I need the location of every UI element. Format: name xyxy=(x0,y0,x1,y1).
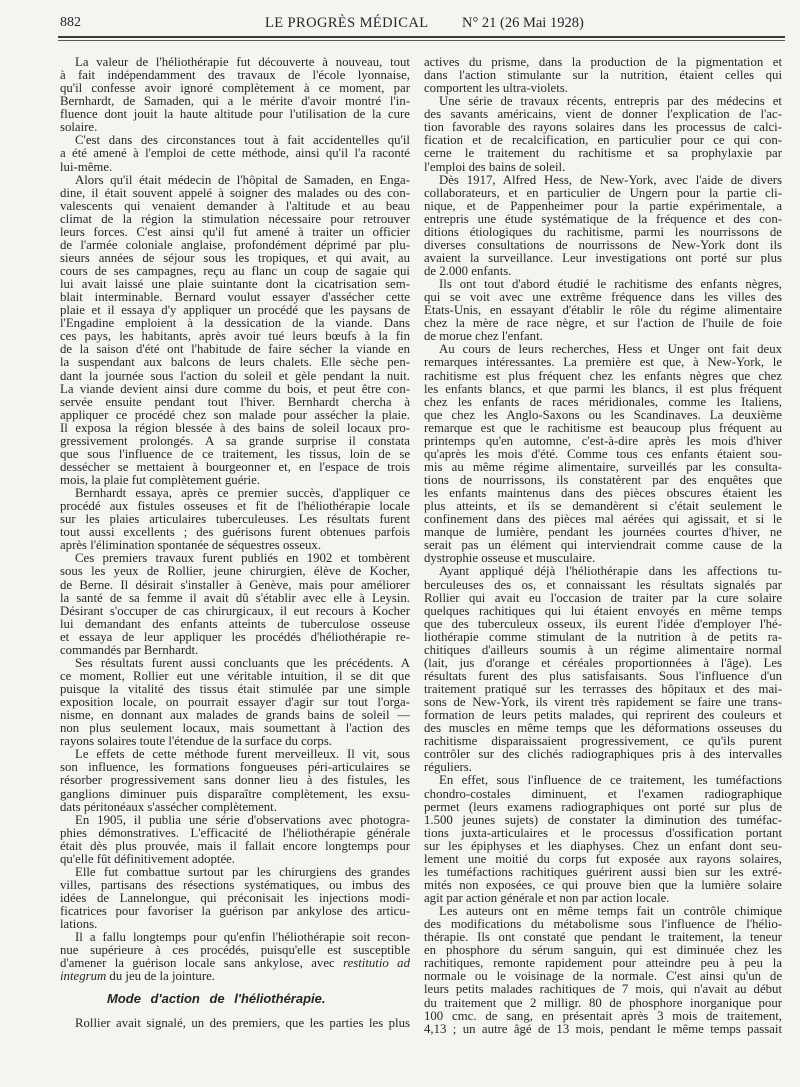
paragraph xyxy=(60,552,410,657)
text-line: comportent les ultra-violets. xyxy=(424,81,568,96)
text-line: que sous l'influence de ce traitement, les tissus, loin de se xyxy=(60,446,410,461)
page-number: 882 xyxy=(60,15,81,30)
text-line: lui avait laissé une plaie suintante dont la cicatrisation sem- xyxy=(60,277,410,292)
text-line: Rollier qui avait eu l'occasion de traiter par la cure solaire xyxy=(424,590,782,605)
text-segment: du jeu de la jointure. xyxy=(106,969,215,984)
text-segment: d'amener la guérison locale sans ankylose, avec xyxy=(60,956,344,971)
text-line: résorber progressivement sans donner lieu à des fistules, les xyxy=(60,773,410,788)
text-line: actives du prisme, dans la production de la pigmentation et xyxy=(424,55,782,69)
text-line: servée ensuite pendant tout l'hiver. Bernhardt chercha à xyxy=(60,394,410,409)
text-line: tions de nourrissons, ils constatèrent par des enquêtes que xyxy=(424,473,782,487)
header-double-rule xyxy=(58,36,785,41)
text-line: à fait indépendamment des travaux de l'école lyonnaise, xyxy=(60,68,410,83)
text-line: des modifications du métabolisme sous l'influence de l'hélio- xyxy=(424,917,782,932)
text-line: tion favorable des rayons solaires dans les processus de calci- xyxy=(424,120,782,135)
right-column xyxy=(424,56,782,1036)
text-line: confinement dans des pièces mal aérées qui agissait, et si le xyxy=(424,512,782,527)
text-line: dant la journée sous l'action du soleil et gèle pendant la nuit. xyxy=(60,368,410,383)
text-line: son influence, les formations fongueuses péri-articulaires se xyxy=(60,760,410,775)
text-line: du traitement que 2 milligr. 80 de phosphore inorganique pour xyxy=(424,995,782,1010)
text-line: les enfants maintenus dans des pièces obscures étaient les xyxy=(424,486,782,501)
text-line: que chez les Anglo-Saxons ou les Scandinaves. La deuxième xyxy=(424,407,782,422)
text-line: traitement pratiqué sur les terrasses des hôpitaux et des mai- xyxy=(424,682,782,696)
text-line: chez les enfants de races méridionales, comme les Italiens, xyxy=(424,394,782,409)
text-line: a été amené à l'emploi de cette méthode, ainsi qu'il l'a raconté xyxy=(60,146,410,161)
text-line: ditions étiologiques du rachitisme, parmi les nourrissons de xyxy=(424,224,782,239)
text-line: sur les plaies articulaires tuberculeuses. Les résultats furent xyxy=(60,512,410,527)
text-line: ce moment, Rollier eut une véritable intuition, il se dit que xyxy=(60,668,410,683)
text-line: manque de lumière, pendant les journées courtes d'hiver, ne xyxy=(424,525,782,540)
text-line: Une série de travaux récents, entrepris par des médecins et xyxy=(439,94,782,109)
text-line: diverses consultations de nourrissons de New-York dont ils xyxy=(424,237,782,252)
text-line: après l'élimination spontanée de séquestres osseux. xyxy=(60,538,322,553)
paragraph xyxy=(60,134,410,173)
text-line: qui se voit avec une extrême fréquence dans les villes des xyxy=(424,290,782,305)
text-line: En effet, sous l'influence de ce traitement, les tuméfactions xyxy=(439,773,782,788)
text-line: l'emploi des bains de soleil. xyxy=(424,159,566,174)
left-column-text-after-heading xyxy=(60,1017,410,1030)
text-line: Les auteurs ont en même temps fait un contrôle chimique xyxy=(439,904,782,919)
text-line: dystrophie osseuse et musculaire. xyxy=(424,551,596,566)
text-line: sur les épiphyses et les diaphyses. Chez un enfant dont seu- xyxy=(424,838,782,853)
text-line: leurs forces. C'est ainsi qu'il fut amené à traiter un officier xyxy=(60,224,410,239)
text-line: fluence dont jouit la haute altitude pour l'utilisation de la cure xyxy=(60,107,410,122)
text-line: que des tuberculeux osseux, ils eurent l'idée d'employer l'hé- xyxy=(424,616,782,631)
text-line: villes, partisans des résections systématiques, ou imbus des xyxy=(60,877,410,892)
text-line: mois, la plaie fut complètement guérie. xyxy=(60,473,261,487)
text-line: ficatrices pour favoriser la guérison par ankylose des articu- xyxy=(60,904,410,919)
text-line: cerne le traitement du rachitisme et sa prophylaxie par xyxy=(424,146,782,161)
text-line: des savants américains, vient de donner l'explication de l'ac- xyxy=(424,107,782,122)
text-line: Elle fut combattue surtout par les chirurgiens des grandes xyxy=(75,864,410,879)
text-line: de morue chez l'enfant. xyxy=(424,329,543,344)
text-line: Bernhardt essaya, après ce premier succès, d'appliquer ce xyxy=(75,486,410,501)
text-line: phies démonstratives. L'efficacité de l'héliothérapie générale xyxy=(60,825,410,840)
text-line: Alors qu'il était médecin de l'hôpital de Samaden, en Enga- xyxy=(75,172,410,187)
left-column xyxy=(60,56,410,1031)
issue-info: N° 21 (26 Mai 1928) xyxy=(462,15,584,31)
text-line: rachitisme disparaissaient progressivement, ce qu'ils purent xyxy=(424,734,782,749)
text-line: était dès plus prouvée, mais il fallait encore longtemps pour xyxy=(60,838,410,853)
text-line: rachitisme est plus fréquent chez les enfants nègres que chez xyxy=(424,368,782,383)
text-line: exposition locale, on pourrait essayer d'agir sur tout l'orga- xyxy=(60,695,410,710)
italic-latin-phrase: restitutio ad xyxy=(343,956,410,971)
paragraph xyxy=(60,931,410,983)
text-line: collaborateurs, et en particulier de Ungern pour la partie cli- xyxy=(424,185,782,200)
text-line: valescents qui venaient demander à l'altitude et au beau xyxy=(60,198,410,213)
text-line: Au cours de leurs recherches, Hess et Unger ont fait deux xyxy=(439,342,782,357)
text-line: leurs petits malades rachitiques de 7 mois, qui n'avait au début xyxy=(424,982,782,997)
text-line: permet (leurs examens radiographiques ont porté sur plus de xyxy=(424,799,782,814)
text-line: lui-même. xyxy=(60,159,113,174)
text-line: dats péritonéaux s'assécher complètement. xyxy=(60,799,277,814)
paragraph xyxy=(424,278,782,343)
paragraph xyxy=(60,174,410,488)
paragraph xyxy=(60,1017,410,1030)
text-line: Ayant appliqué déjà l'héliothérapie dans les affections tu- xyxy=(439,564,782,579)
paragraph xyxy=(60,748,410,813)
text-line: La viande devient ainsi dure comme du bois, et peut être con- xyxy=(60,381,410,396)
paragraph xyxy=(60,487,410,552)
text-line: appliquer ce procédé chez son malade pour assécher la plaie. xyxy=(60,407,410,422)
text-line: nue supérieure à ces procédés, puisqu'elle est susceptible xyxy=(60,943,410,958)
text-line: des muscles en même temps que les déformations osseuses du xyxy=(424,721,782,736)
text-line: rayons solaires toute l'étendue de la surface du corps. xyxy=(60,734,333,749)
paragraph xyxy=(424,56,782,95)
italic-latin-phrase: integrum xyxy=(60,969,107,984)
text-line: sieurs années de séjour sous les tropiques, et qui avait, au xyxy=(60,250,410,265)
text-line: idées de Lannelongue, qui préconisait les injections modi- xyxy=(60,891,410,905)
text-line: Ses résultats furent aussi concluants que les précédents. A xyxy=(75,655,410,670)
text-line: la suspendant aux balcons de leurs chalets. Elle sèche pen- xyxy=(60,355,410,370)
text-line: liothérapie comme stimulant de la nutrition à de petits ra- xyxy=(424,629,782,644)
text-line: les tuméfactions rachitiques guérirent aussi bien sur les extré- xyxy=(424,864,782,879)
paragraph xyxy=(424,95,782,173)
text-line: et essaya de leur appliquer les procédés d'héliothérapie re- xyxy=(60,629,410,644)
paragraph xyxy=(424,905,782,1036)
paragraph xyxy=(60,657,410,748)
text-line: chondro-costales diminuent, et l'examen radiographique xyxy=(424,786,782,801)
paragraph xyxy=(424,565,782,774)
text-line: remarques intéressantes. La première est que, à New-York, le xyxy=(424,355,782,370)
text-line: les enfants blancs, et que parmi les blancs, il est plus fréquent xyxy=(424,381,782,396)
text-line: cours de ses campagnes, reçu au flanc un coup de sagaie qui xyxy=(60,264,410,278)
text-line: qu'après les mois d'été. Comme tous ces enfants étaient sou- xyxy=(424,446,782,461)
text-line: 1.500 jeunes sujets) de constater la diminution des tuméfac- xyxy=(424,812,782,827)
text-line: Ces premiers travaux furent publiés en 1902 et tombèrent xyxy=(75,551,410,566)
text-line: berculeuses des os, et connaissant les résultats signalés par xyxy=(424,577,782,592)
text-line: dans l'action stimulante sur la nutrition, étaient celles qui xyxy=(424,68,782,83)
text-line: Rollier avait signalé, un des premiers, que les parties les plus xyxy=(75,1016,410,1031)
text-line: avaient la surveillance. Leur investigations ont porté sur plus xyxy=(424,250,782,265)
text-line: gressivement prolongés. A sa grande surprise il constata xyxy=(60,433,410,448)
text-line: lations. xyxy=(60,917,98,932)
text-line: tions juxta-articulaires et le processus d'ossification portant xyxy=(424,825,782,840)
text-line: de la saison d'été ont l'habitude de faire sécher la viande en xyxy=(60,342,410,357)
text-line: thérapie. Ils ont constaté que pendant le traitement, la teneur xyxy=(424,930,782,945)
text-line: serait pas un élément qui interviendrait comme cause de la xyxy=(424,538,782,553)
text-line: Bernhardt, de Samaden, qui a le mérite d'avoir montré l'in- xyxy=(60,94,410,109)
text-line: chez la mère de race nègre, et sur l'action de l'huile de foie xyxy=(424,316,782,331)
paragraph xyxy=(60,814,410,866)
text-line xyxy=(60,970,410,983)
text-line: plaie et il essaya d'y appliquer un procédé que les paysans de xyxy=(60,303,410,318)
text-line: non plus seulement locaux, mais soumettant à l'action des xyxy=(60,721,410,736)
text-line: normale ou le voisinage de la normale. C'est ainsi qu'un de xyxy=(424,969,782,984)
text-line: En 1905, il publia une série d'observations avec photogra- xyxy=(75,812,410,827)
section-heading: Mode d'action de l'héliothérapie. xyxy=(107,991,326,1007)
journal-title: LE PROGRÈS MÉDICAL xyxy=(265,15,429,31)
text-line: Ils ont tout d'abord étudié le rachitisme des enfants nègres, xyxy=(439,277,782,292)
text-line: plus atteints, et ils se demandèrent si c'était seulement le xyxy=(424,499,782,514)
text-line: blait interminable. Bernard voulut essayer d'assécher cette xyxy=(60,290,410,305)
text-line: sous les yeux de Rollier, jeune chirurgien, élève de Kocher, xyxy=(60,564,410,579)
text-line: printemps qu'en automne, c'est-à-dire après les mois d'hiver xyxy=(424,433,782,448)
right-column-text xyxy=(424,56,782,1036)
text-line: lui demandant des enfants atteints de tuberculose osseuse xyxy=(60,616,410,631)
text-line: 4,13 ; un autre âgé de 13 mois, pendant le même temps passait xyxy=(424,1021,782,1036)
text-line: (lait, jus d'orange et céréales proportionnées à l'âge). Les xyxy=(424,655,782,670)
text-line: solaire. xyxy=(60,120,98,135)
text-line: réguliers. xyxy=(424,760,472,775)
text-line: de l'armée coloniale anglaise, profondément déprimé par plu- xyxy=(60,237,410,252)
text-line: la santé de sa femme il avait dû s'établir avec elle à Leysin. xyxy=(60,590,410,605)
left-column-text xyxy=(60,56,410,983)
text-line: quelques rachitiques qui lui étaient envoyés en même temps xyxy=(424,603,782,618)
paragraph xyxy=(424,774,782,905)
text-line: mis au même régime alimentaire, surveillés par les consulta- xyxy=(424,459,782,474)
text-line: climat de la région la stimulation nécessaire pour retrouver xyxy=(60,211,410,226)
text-line: fication et de recalcification, en particulier pour ce qui con- xyxy=(424,133,782,148)
text-line: 100 cmc. de sang, en présentait après 3 mois de traitement, xyxy=(424,1008,782,1023)
text-line: mités non exposées, ce qui prouve bien que la lumière solaire xyxy=(424,877,782,892)
text-line: nique, et de Pappenheimer pour la partie expérimentale, a xyxy=(424,198,782,213)
text-line: nisme, en donnant aux malades de grands bains de soleil — xyxy=(60,708,410,723)
text-line: La valeur de l'héliothérapie fut découverte à nouveau, tout xyxy=(75,55,410,69)
text-line: qu'elle fût définitivement adoptée. xyxy=(60,851,236,866)
text-line: Dès 1917, Alfred Hess, de New-York, avec l'aide de divers xyxy=(439,172,782,187)
paragraph xyxy=(60,56,410,134)
text-line: puisque la vitalité des tissus était stimulée par une simple xyxy=(60,682,410,696)
text-line: en phosphore du sérum sanguin, qui est diminuée chez les xyxy=(424,943,782,958)
text-line: sons de New-York, ils virent très rapidement se faire une trans- xyxy=(424,695,782,710)
text-line: lement une moitié du corps fut exposée aux rayons solaires, xyxy=(424,851,782,866)
text-line: commandés par Bernhardt. xyxy=(60,642,199,657)
text-line: Etats-Unis, en essayant d'établir le rôle du régime alimentaire xyxy=(424,303,782,318)
text-line: tout aussi excellents ; des guérisons furent obtenues parfois xyxy=(60,525,410,540)
text-line: dessécher se mettaient à bourgeonner et, en l'espace de trois xyxy=(60,459,410,474)
text-line: dine, il était souvent appelé à soigner des malades ou des con- xyxy=(60,185,410,200)
text-line: contrôler sur des clichés radiographiques pris à des intervalles xyxy=(424,747,782,762)
text-line: ganglions diminuer puis disparaître complètement, les exsu- xyxy=(60,786,410,801)
text-line: Il exposa la région blessée à des bains de soleil locaux pro- xyxy=(60,420,410,435)
text-line: de Berne. Il désirait s'installer à Genève, mais pour améliorer xyxy=(60,577,410,592)
text-line: chitiques d'ailleurs soumis à un régime alimentaire normal xyxy=(424,642,782,657)
text-line: résultats furent des plus satisfaisants. Sous l'influence d'un xyxy=(424,668,782,683)
text-line: procédé aux fistules osseuses et fit de l'héliothérapie locale xyxy=(60,499,410,514)
text-line: rachitiques, remonte rapidement pour atteindre peu à peu la xyxy=(424,956,782,971)
text-line: remarque est que le rachitisme est beaucoup plus fréquent au xyxy=(424,420,782,435)
text-line: Le effets de cette méthode furent merveilleux. Il vit, sous xyxy=(75,747,410,762)
text-line: formation de leurs petits malades, qui reprirent des couleurs et xyxy=(424,708,782,723)
text-line: qu'il confesse avoir ignoré complètement à ce moment, par xyxy=(60,81,410,96)
text-line: agit par action générale et non par action locale. xyxy=(424,891,670,905)
text-line: entrepris une étude systématique de la fréquence et des con- xyxy=(424,211,782,226)
text-line: Désirant s'occuper de cas chirurgicaux, il eut recours à Kocher xyxy=(60,603,410,618)
text-line: Il a fallu longtemps pour qu'enfin l'héliothérapie soit recon- xyxy=(75,930,410,945)
text-line: l'Engadine emploient à la dessication de la viande. Dans xyxy=(60,316,410,331)
paragraph xyxy=(60,866,410,931)
paragraph xyxy=(424,343,782,565)
text-line: C'est dans des circonstances tout à fait accidentelles qu'il xyxy=(75,133,410,148)
paragraph xyxy=(424,174,782,279)
text-line: de 2.000 enfants. xyxy=(424,264,512,278)
text-line: ces pays, les habitants, après avoir tué leurs bœufs à la fin xyxy=(60,329,410,344)
